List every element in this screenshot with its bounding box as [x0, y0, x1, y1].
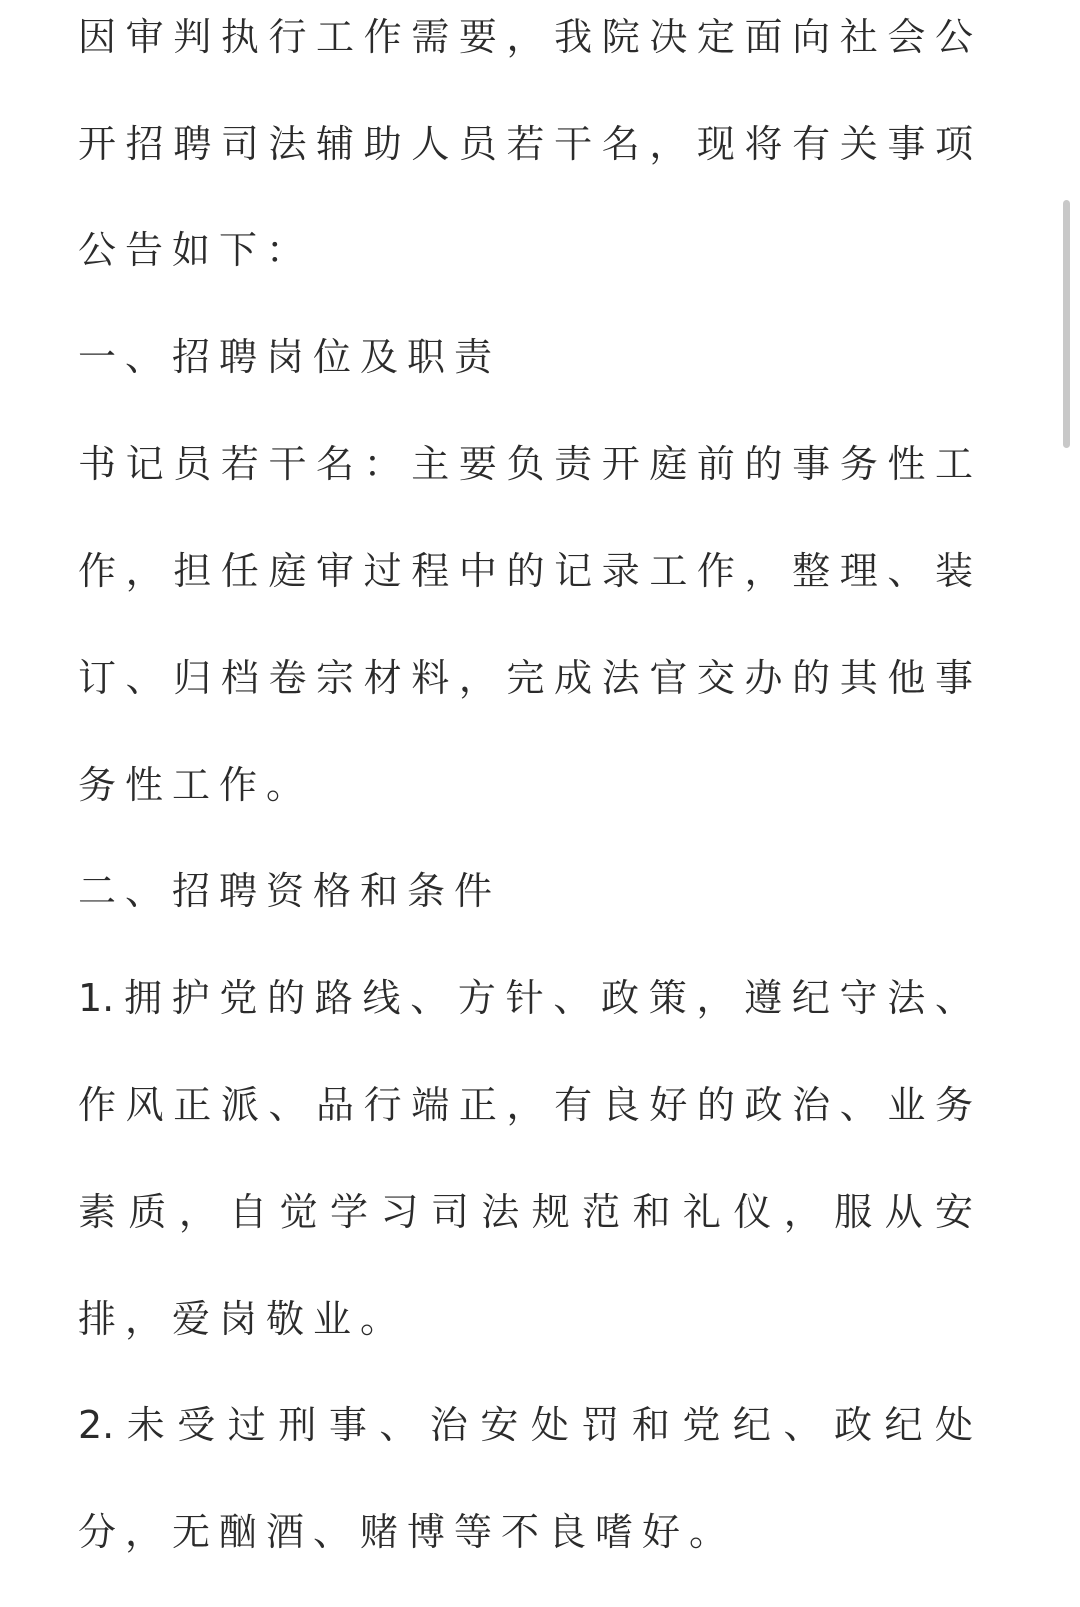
- scrollbar-thumb[interactable]: [1063, 200, 1070, 448]
- section-heading: 一、招聘岗位及职责: [78, 335, 502, 379]
- paragraph-line: 因审判执行工作需要，我院决定面向社会公: [78, 15, 973, 59]
- paragraph-line: 订、归档卷宗材料，完成法官交办的其他事: [78, 656, 973, 700]
- section-heading: 二、招聘资格和条件: [78, 869, 502, 913]
- paragraph-line: 书记员若干名：主要负责开庭前的事务性工: [78, 442, 973, 486]
- paragraph-line: 务性工作。: [78, 763, 314, 807]
- article-body: [78, 0, 973, 1607]
- paragraph-line: 作，担任庭审过程中的记录工作，整理、装: [78, 549, 973, 593]
- paragraph-line: 分，无酗酒、赌博等不良嗜好。: [78, 1510, 737, 1554]
- paragraph-line: 2.未受过刑事、治安处罚和党纪、政纪处: [78, 1403, 973, 1447]
- paragraph-line: 素质，自觉学习司法规范和礼仪，服从安: [78, 1190, 973, 1234]
- paragraph-line: 1.拥护党的路线、方针、政策，遵纪守法、: [78, 976, 973, 1020]
- paragraph-line: 公告如下：: [78, 228, 314, 272]
- paragraph-line: 开招聘司法辅助人员若干名，现将有关事项: [78, 122, 973, 166]
- paragraph-line: 作风正派、品行端正，有良好的政治、业务: [78, 1083, 973, 1127]
- paragraph-line: 排，爱岗敬业。: [78, 1297, 408, 1341]
